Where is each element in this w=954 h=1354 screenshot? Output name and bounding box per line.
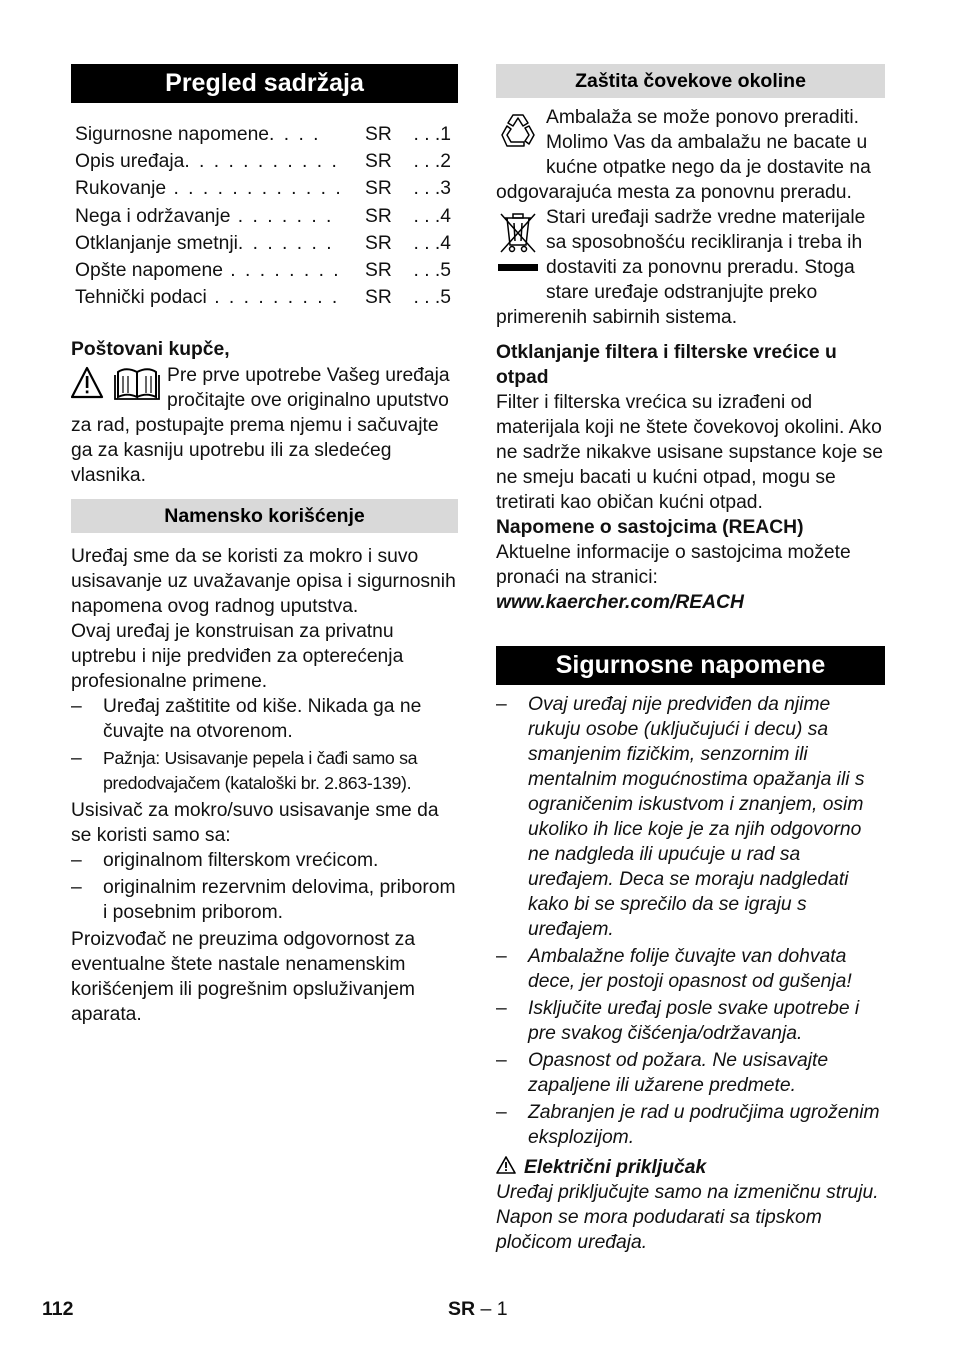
- intended-use-heading: Namensko korišćenje: [71, 499, 458, 533]
- toc-entry-lang: SR: [365, 205, 392, 227]
- left-column: [71, 64, 458, 1027]
- toc-entry-lang: SR: [365, 124, 392, 145]
- safety-item: – Isključite uređaj posle svake upotrebe i pre svakog čišćenja/održavanja.: [496, 998, 860, 1044]
- toc-entry: [75, 121, 451, 148]
- crossed-out-bin-icon: [496, 207, 540, 282]
- environment-heading: Zaštita čovekove okoline: [496, 64, 885, 98]
- toc-entry-dots: . . . . . . .: [237, 232, 334, 254]
- intended-use-list-1: [71, 694, 458, 796]
- toc-entry-lang: SR: [365, 232, 392, 254]
- environment-packaging: [496, 105, 885, 205]
- toc-entry: [75, 257, 451, 284]
- toc-entry-dots: . . . . . . . . . . .: [184, 151, 339, 173]
- list-item: – Uređaj zaštitite od kiše. Nikada ga ne čuvajte na otvorenom.: [71, 696, 422, 743]
- intended-use-list-2: [71, 848, 458, 925]
- toc-entry-page: . . .3: [413, 178, 451, 200]
- toc-entry-page: . . .4: [413, 205, 451, 227]
- intended-use-paragraph-4: Proizvođač ne preuzima odgovornost za eventualne štete nastale nenamenskim korišćenjem ili pogrešnim opsluživanjem aparata.: [71, 929, 416, 1026]
- intended-use-paragraph-2: Ovaj uređaj je konstruisan za privatnu uptrebu i nije predviđen za opterećenja profesionalne primene.: [71, 621, 404, 693]
- environment-old-devices: [496, 205, 885, 330]
- toc-entry-dots: . . . . . . . . . . . .: [166, 178, 343, 200]
- recycling-icon: [496, 109, 540, 160]
- old-devices-text: Stari uređaji sadrže vredne materijale sa sposobnošću recikliranja i treba ih dostaviti za ponovnu preradu. Stoga stare uređaje odstranjujte preko primerenih sabirnih sistema.: [496, 207, 866, 328]
- toc-entry-dots: . . . . . . .: [230, 205, 334, 227]
- greeting-heading: Poštovani kupče,: [71, 339, 230, 361]
- electrical-heading: Električni priključak: [496, 1155, 885, 1180]
- reach-url: www.kaercher.com/REACH: [496, 592, 744, 613]
- toc-heading: Pregled sadržaja: [71, 64, 458, 103]
- toc-entry-title: Tehnički podaci: [75, 287, 207, 309]
- filter-disposal-heading: Otklanjanje filtera i filterske vrećice u otpad: [496, 342, 837, 388]
- page-number: 112: [42, 1298, 74, 1320]
- toc-entry-lang: SR: [365, 260, 392, 282]
- intended-use-paragraph-3: Usisivač za mokro/suvo usisavanje sme da se koristi samo sa:: [71, 800, 439, 847]
- toc-entry-page: . . .1: [413, 124, 451, 145]
- safety-item: – Zabranjen je rad u područjima ugroženim eksplozijom.: [496, 1102, 880, 1148]
- safety-item: – Ovaj uređaj nije predviđen da njime rukuju osobe (uključujući i decu) sa smanjenim fizičkim, senzornim ili mentalnim mogućnostima opažanja ili s ograničenim iskustvom i znanjem, osim ukoliko ih lice koje je za njih odgovorno ne nadgleda ili upućuje u rad sa uređajem. Deca se moraju nadgledati kako bi se sprečilo da se igraju s uređajem.: [496, 694, 865, 940]
- toc-entry-title: Sigurnosne napomene: [75, 124, 270, 145]
- toc-entry-lang: SR: [365, 178, 392, 200]
- greeting-text: Pre prve upotrebe Vašeg uređaja pročitajte ove originalno uputstvo za rad, postupajte prema njemu i sačuvajte ga za kasniju upotrebu ili za sledećeg vlasnika.: [71, 365, 450, 487]
- toc-entry-title: Opšte napomene: [75, 260, 223, 282]
- list-item: – originalnim rezervnim delovima, priborom i posebnim priborom.: [71, 877, 456, 924]
- warning-icon: [496, 1155, 524, 1180]
- intended-use-paragraph-1: Uređaj sme da se koristi za mokro i suvo usisavanje uz uvažavanje opisa i sigurnosnih napomena ovog radnog uputstva.: [71, 546, 456, 618]
- toc-entry-title: Nega i održavanje: [75, 205, 231, 227]
- toc-entry: [75, 203, 451, 230]
- toc-entry: [75, 230, 451, 257]
- toc-entry-title: Otklanjanje smetnji: [75, 232, 238, 254]
- electrical-text: Uređaj priključujte samo na izmeničnu struju. Napon se mora podudarati sa tipskom pločicom uređaja.: [496, 1182, 879, 1253]
- toc-entry-lang: SR: [365, 151, 392, 173]
- toc-entry: [75, 148, 451, 175]
- warning-read-manual-icon: [71, 366, 161, 407]
- toc-entry-dots: . . . . . . . .: [222, 260, 341, 282]
- toc-entry-dots: . . . .: [269, 124, 321, 145]
- list-item: – originalnom filterskom vrećicom.: [71, 850, 379, 872]
- toc-entry: [75, 284, 451, 311]
- toc-entry: [75, 175, 451, 202]
- toc-entry-title: Rukovanje: [75, 178, 167, 200]
- right-column: [496, 64, 885, 1255]
- greeting-block: [71, 363, 458, 488]
- safety-item: – Opasnost od požara. Ne usisavajte zapaljene ili užarene predmete.: [496, 1050, 829, 1096]
- safety-heading: Sigurnosne napomene: [496, 646, 885, 685]
- reach-heading: Napomene o sastojcima (REACH): [496, 517, 804, 538]
- toc-entry-title: Opis uređaja: [75, 151, 185, 173]
- safety-item: – Ambalažne folije čuvajte van dohvata dece, jer postoji opasnost od gušenja!: [496, 946, 852, 992]
- toc-entry-page: . . .4: [413, 232, 451, 254]
- toc-entry-lang: SR: [365, 287, 392, 309]
- footer-label: SR – 1: [448, 1298, 508, 1320]
- table-of-contents: [75, 121, 451, 311]
- toc-entry-dots: . . . . . . . . .: [206, 287, 340, 309]
- toc-entry-page: . . .5: [413, 260, 451, 282]
- safety-list: [496, 692, 885, 1150]
- list-item: – Pažnja: Usisavanje pepela i čađi samo sa predodvajačem (kataloški br. 2.863-139).: [71, 748, 418, 794]
- packaging-text: Ambalaža se može ponovo preraditi. Molimo Vas da ambalažu ne bacate u kućne otpatke nego da je dostavite na odgovarajuća mesta za ponovnu preradu.: [496, 107, 871, 203]
- toc-entry-page: . . .2: [413, 151, 451, 173]
- toc-entry-page: . . .5: [413, 287, 451, 309]
- filter-disposal-text: Filter i filterska vrećica su izrađeni od materijala koji ne štete čovekovoj okolini. Ako ne sadrže nikakve usisane supstance koje se ne smeju bacati u kućni otpad, mogu se tretirati kao običan kućni otpad.: [496, 392, 883, 513]
- reach-text: Aktuelne informacije o sastojcima možete pronaći na stranici:: [496, 542, 851, 588]
